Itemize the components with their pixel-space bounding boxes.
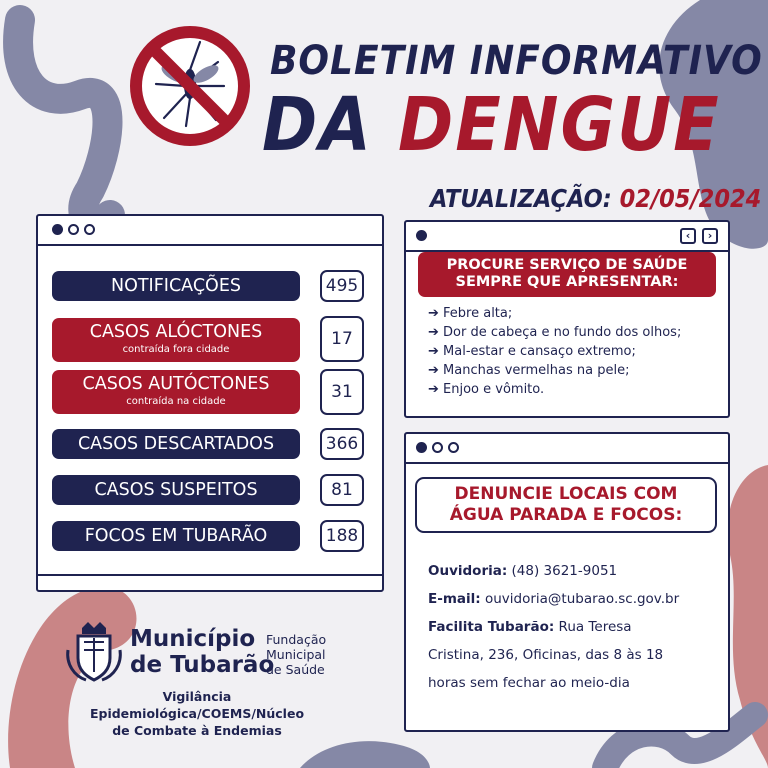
email-address[interactable]: ouvidoria@tubarao.sc.gov.br xyxy=(480,591,680,607)
stat-sublabel-text: contraída na cidade xyxy=(126,396,226,407)
update-date: 02/05/2024 xyxy=(619,184,762,213)
window-titlebar xyxy=(38,216,382,246)
stat-label-autoctones xyxy=(52,370,300,414)
window-dot-icon xyxy=(52,224,63,235)
title-line-1: BOLETIM INFORMATIVO xyxy=(270,38,763,84)
symptoms-heading-line: SEMPRE QUE APRESENTAR: xyxy=(455,274,679,290)
symptom-item: ➔ Enjoo e vômito. xyxy=(428,382,545,397)
ouvidoria-line xyxy=(428,563,617,579)
window-dot-icon xyxy=(84,224,95,235)
update-label: ATUALIZAÇÃO: xyxy=(430,184,612,213)
stat-label-text: NOTIFICAÇÕES xyxy=(111,276,241,296)
municipio-line: de Tubarão xyxy=(130,652,275,678)
facilita-label: Facilita Tubarão: xyxy=(428,619,555,635)
window-dot-icon xyxy=(432,442,443,453)
coat-of-arms-icon xyxy=(64,620,124,682)
facilita-line-2: Cristina, 236, Oficinas, das 8 às 18 xyxy=(428,647,664,663)
no-mosquito-icon xyxy=(126,22,254,150)
fundacao-line: Municipal xyxy=(266,647,326,662)
facilita-line xyxy=(428,619,632,635)
update-line xyxy=(430,184,761,213)
stat-value-notificacoes: 495 xyxy=(320,270,364,302)
fundacao-name xyxy=(266,632,326,677)
report-heading xyxy=(415,477,717,533)
stat-value-suspeitos: 81 xyxy=(320,474,364,506)
ouvidoria-phone[interactable]: (48) 3621-9051 xyxy=(507,563,618,579)
stat-label-focos xyxy=(52,521,300,551)
title-da: DA xyxy=(262,82,373,168)
facilita-address: Rua Teresa xyxy=(554,619,632,635)
fundacao-line: Fundação xyxy=(266,632,327,647)
facilita-line-3: horas sem fechar ao meio-dia xyxy=(428,675,630,691)
email-label: E-mail: xyxy=(428,591,481,607)
stat-label-aloctones xyxy=(52,318,300,362)
stat-label-notificacoes xyxy=(52,271,300,301)
stat-label-text: CASOS DESCARTADOS xyxy=(77,434,275,454)
window-dot-icon xyxy=(416,442,427,453)
stat-value-descartados: 366 xyxy=(320,428,364,460)
stat-label-text: CASOS AUTÓCTONES xyxy=(82,374,270,394)
window-dot-icon xyxy=(68,224,79,235)
window-titlebar xyxy=(406,222,728,252)
vigilancia-line: Vigilância Epidemiológica/COEMS/Núcleo xyxy=(89,689,305,721)
stat-label-text: CASOS ALÓCTONES xyxy=(89,322,263,342)
email-line xyxy=(428,591,679,607)
municipio-line: Município xyxy=(130,626,256,652)
title-dengue: DENGUE xyxy=(397,82,721,168)
stat-value-autoctones: 31 xyxy=(320,369,364,415)
stat-label-suspeitos xyxy=(52,475,300,505)
vigilancia-text xyxy=(56,688,338,739)
fundacao-line: de Saúde xyxy=(266,662,325,677)
stat-label-text: FOCOS EM TUBARÃO xyxy=(84,526,268,546)
stat-value-focos: 188 xyxy=(320,520,364,552)
window-footer-line xyxy=(38,574,382,576)
chevron-left-icon[interactable]: ‹ xyxy=(680,228,696,244)
vigilancia-line: de Combate à Endemias xyxy=(112,723,282,738)
report-heading-line: ÁGUA PARADA E FOCOS: xyxy=(449,505,683,525)
chevron-right-icon[interactable]: › xyxy=(702,228,718,244)
symptom-item: ➔ Dor de cabeça e no fundo dos olhos; xyxy=(428,325,682,340)
report-heading-line: DENUNCIE LOCAIS COM xyxy=(454,484,678,504)
stat-sublabel-text: contraída fora cidade xyxy=(122,344,230,355)
window-dot-icon xyxy=(448,442,459,453)
stat-label-descartados xyxy=(52,429,300,459)
symptom-item: ➔ Mal-estar e cansaço extremo; xyxy=(428,344,636,359)
symptoms-heading-line: PROCURE SERVIÇO DE SAÚDE xyxy=(446,257,688,273)
symptoms-heading xyxy=(418,252,716,297)
window-dot-icon xyxy=(416,230,427,241)
ouvidoria-label: Ouvidoria: xyxy=(428,563,508,579)
title-line-2 xyxy=(262,82,721,168)
stat-label-text: CASOS SUSPEITOS xyxy=(94,480,258,500)
symptom-item: ➔ Febre alta; xyxy=(428,306,513,321)
symptom-item: ➔ Manchas vermelhas na pele; xyxy=(428,363,630,378)
stat-value-aloctones: 17 xyxy=(320,316,364,362)
window-titlebar xyxy=(406,434,728,464)
municipio-name xyxy=(130,626,274,678)
